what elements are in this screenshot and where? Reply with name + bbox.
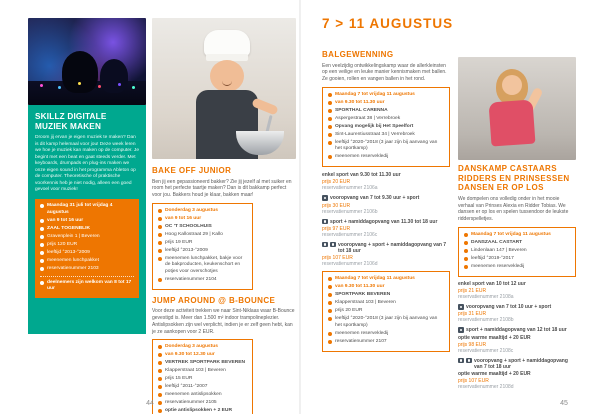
location-pin-icon (328, 117, 332, 121)
sportpark-info-box (322, 271, 450, 351)
detail-date: Donderdag 3 augustus (158, 208, 247, 214)
detail-address: Gravenplein 1 | Beveren (40, 234, 134, 241)
price-entry: enkel sport van 9.30 tot 11.30 uur prijs 20 EUR reservatienummer 2106a (322, 172, 401, 192)
location-pin-icon (328, 109, 332, 113)
skillz-panel (28, 105, 146, 334)
detail-date: Maandag 7 tot vrijdag 11 augustus (328, 276, 444, 282)
calendar-icon (40, 204, 44, 208)
reservation-icon (158, 278, 162, 282)
detail-time: van 9.30 tot 12.30 uur (158, 352, 247, 358)
detail-age: leeftijd °2020-°2018 (3 jaar zijn bij aanvang van het sportkamp) (328, 140, 444, 153)
location-pin-icon (40, 227, 44, 231)
moon-icon (330, 242, 336, 248)
detail-address: Klapperstraat 103 | Beveren (158, 368, 247, 374)
skillz-title: SKILLZ DIGITALE MUZIEK MAKEN (35, 112, 107, 131)
skillz-info-box (35, 199, 139, 298)
detail-price: prijs 120 EUR (40, 242, 134, 249)
detail-reservation: reservatienummer 2107 (328, 339, 444, 345)
age-icon (158, 385, 162, 389)
bake-off-title: BAKE OFF JUNIOR (152, 166, 232, 175)
euro-icon (328, 309, 332, 313)
child-silhouette (100, 59, 128, 93)
age-icon (40, 251, 44, 255)
location-pin-icon (158, 361, 162, 365)
danskamp-info-box (458, 227, 576, 277)
danskamp-body: We dompelen ons volledig onder in het mooie verhaal van Prinses Alexia en Ridder Tobias. We dansen er op los en spelen tussendoor de leukste ridderspelletjes. (458, 195, 569, 223)
detail-address: Lindenlaan 147 | Beveren (464, 248, 570, 254)
detail-date: Maandag 7 tot vrijdag 11 augustus (464, 232, 570, 238)
bake-off-body: Ben jij een gepassioneerd bakker? Zie jij jezelf al met suiker en room het perfecte taartje maken? Dan is dit bakkamp perfect voor jou. Bakkers houd je klaar, bakken maar! (152, 178, 292, 199)
price-entry: enkel sport van 10 tot 12 uur prijs 21 EUR reservatienummer 2108a (458, 280, 526, 301)
clock-icon (158, 217, 162, 221)
location-pin-icon (40, 235, 44, 239)
detail-bring: meenemen reservekledij (328, 331, 444, 337)
detail-date: Maandag 7 tot vrijdag 11 augustus (328, 92, 444, 98)
photo-danskamp (458, 57, 576, 160)
backpack-icon (464, 265, 468, 269)
clock-icon (328, 285, 332, 289)
location-pin-icon (158, 369, 162, 373)
clock-icon (328, 101, 332, 105)
reservation-icon (328, 340, 332, 344)
location-pin-icon (158, 233, 162, 237)
location-pin-icon (158, 225, 162, 229)
reservation-icon (40, 267, 44, 271)
photo-bake-off (152, 18, 296, 159)
detail-note: Opvang mogelijk bij Het Speelfort (328, 124, 444, 130)
location-pin-icon (328, 293, 332, 297)
euro-icon (158, 377, 162, 381)
child-face (502, 75, 522, 95)
price-entry: sport + namiddagopvang van 11.30 tot 18 uur prijs 97 EUR reservatienummer 2106c (322, 218, 438, 238)
moon-icon (458, 327, 464, 333)
detail-address: Aspergestraat 38 | Verrebroek (328, 116, 444, 122)
pink-shirt (489, 100, 536, 147)
clock-icon (158, 353, 162, 357)
child-face (210, 60, 244, 92)
detail-bring: meenemen antislipsokken (158, 392, 247, 398)
mixer-lights (40, 84, 43, 87)
detail-price: prijs 19 EUR (158, 240, 247, 246)
bake-off-info-box (152, 203, 253, 290)
detail-age: leeftijd °2013-°2009 (40, 250, 134, 257)
jump-around-body: Voor deze activiteit trekken we naar Sint-Niklaas waar B-Bounce gevestigd is. Meer dan 1.500 m² indoor trampolineplezier. Antislipsokken zijn wel verplicht, indien je er zelf geen hebt, kan je ze aankopen voor 2 EUR. (152, 308, 295, 335)
backpack-icon (40, 259, 44, 263)
detail-age: leeftijd °2020-°2018 (3 jaar zijn bij aanvang van het sportkamp) (328, 316, 444, 329)
detail-time: van 9 tot 16 uur (158, 216, 247, 222)
detail-option: optie antislipsokken + 2 EUR (158, 408, 247, 414)
sun-icon (322, 242, 328, 248)
week-header: 7 > 11 AUGUSTUS (322, 16, 454, 31)
location-pin-icon (328, 133, 332, 137)
age-icon (464, 257, 468, 261)
detail-venue: SPORTPARK BEVEREN (328, 292, 444, 298)
balgewenning-body: Een veelzijdig ontwikkelingskamp waar de allerkleinsten op een veilige en leuke manier kennismaken met ballen. Ze gooien, rollen en vangen ballen in het rond. (322, 62, 447, 83)
detail-time: van 9 tot 16 uur (40, 218, 134, 225)
left-middle-column (152, 159, 296, 414)
sun-icon (322, 195, 328, 201)
detail-venue: VERTREK SPORTPARK BEVEREN (158, 360, 247, 366)
moon-icon (322, 219, 328, 225)
balgewenning-title: BALGEWENNING (322, 50, 394, 59)
detail-venue: ZAAL TOGENBLIK (40, 226, 134, 233)
detail-reservation: reservatienummer 2103 (40, 266, 134, 273)
child-silhouette (62, 51, 98, 93)
detail-bring: meenemen reservekledij (464, 264, 570, 270)
detail-date: Donderdag 3 augustus (158, 344, 247, 350)
age-icon (328, 141, 332, 145)
price-entry: vooropvang van 7 tot 9.30 uur + sport prijs 30 EUR reservatienummer 2106b (322, 195, 420, 215)
moon-icon (466, 358, 472, 364)
detail-price: prijs 20 EUR (328, 308, 444, 314)
backpack-icon (328, 332, 332, 336)
calendar-icon (158, 209, 162, 213)
chef-hat (204, 30, 250, 56)
detail-reservation: reservatienummer 2104 (158, 277, 247, 283)
backpack-icon (328, 155, 332, 159)
page-number-right: 45 (560, 400, 568, 407)
balgewenning-info-box (322, 87, 450, 167)
detail-address: Klapperstraat 103 | Beveren (328, 300, 444, 306)
sun-icon (458, 304, 464, 310)
info-icon (158, 409, 162, 413)
clock-icon (40, 219, 44, 223)
danskamp-title: DANSKAMP CASTAARS RIDDERS EN PRINSESSEN DANSEN ER OP LOS (458, 164, 570, 193)
detail-reservation: reservatienummer 2105 (158, 400, 247, 406)
detail-venue: OC 'T SCHOOLHUIS (158, 224, 247, 230)
price-entry: vooropvang + sport + namiddagopvang van 7 tot 18 uur optie warme maaltijd + 20 EUR prijs 107 EUR reservatienummer 2108d (458, 357, 568, 391)
backpack-icon (158, 257, 162, 261)
detail-venue: DANSZAAL CASTART (464, 240, 570, 246)
calendar-icon (328, 277, 332, 281)
right-side-column (458, 164, 576, 394)
page-number-left: 44 (146, 400, 154, 407)
photo-music-camp (28, 18, 146, 105)
detail-bring: meenemen lunchpakket, bakje voor de bakproducten, keukenschort en potjes voor overschotjes (158, 256, 247, 275)
age-icon (328, 317, 332, 321)
detail-welcome: deelnemers zijn welkom van 8 tot 17 uur (40, 276, 134, 293)
euro-icon (40, 243, 44, 247)
detail-age: leeftijd °2011-°2007 (158, 384, 247, 390)
detail-age: leeftijd °2013-°2009 (158, 248, 247, 254)
welcome-icon (40, 281, 44, 285)
detail-note-address: Sint-Laurentiusstraat 34 | Verrebroek (328, 132, 444, 138)
detail-time: van 9.30 tot 11.30 uur (328, 100, 444, 106)
calendar-icon (464, 233, 468, 237)
detail-age: leeftijd °2019-°2017 (464, 256, 570, 262)
page-fold-divider (299, 0, 301, 414)
location-pin-icon (464, 241, 468, 245)
calendar-icon (158, 345, 162, 349)
detail-address: Hoog Kallostraat 29 | Kallo (158, 232, 247, 238)
detail-time: van 9.30 tot 11.30 uur (328, 284, 444, 290)
price-entry: sport + namiddagopvang van 12 tot 18 uur optie warme maaltijd + 20 EUR prijs 98 EUR reservatienummer 2108c (458, 327, 567, 354)
info-icon (328, 125, 332, 129)
detail-venue: SPORTHAL CARENNA (328, 108, 444, 114)
sun-icon (458, 358, 464, 364)
location-pin-icon (328, 301, 332, 305)
jump-around-title: JUMP AROUND @ B-BOUNCE (152, 295, 276, 305)
euro-icon (158, 241, 162, 245)
price-entry: vooropvang van 7 tot 10 uur + sport prijs 31 EUR reservatienummer 2108b (458, 304, 552, 324)
calendar-icon (328, 93, 332, 97)
age-icon (158, 249, 162, 253)
detail-bring: meenemen lunchpakket (40, 258, 134, 265)
backpack-icon (158, 393, 162, 397)
price-entry: vooropvang + sport + namiddagopvang van 7 tot 18 uur prijs 107 EUR reservatienummer 2106d (322, 241, 447, 268)
skillz-body: Droom jij ervan je eigen muziek te maken? Dan is dit kamp helemaal voor jou! Deze week leren we hoe je muziek kan maken op de computer. Je begint met een beat en gaat steeds verder. Met keyboards, drumpads en plug-ins maken we onze eigen sound in het programma Ableton op de computer. Theoretische of praktische voorkennis heb je niet nodig, alleen een goed gevoel voor muziek! (35, 135, 139, 193)
detail-price: prijs 15 EUR (158, 376, 247, 382)
location-pin-icon (464, 249, 468, 253)
detail-bring: meenemen reservekledij (328, 154, 444, 160)
right-main-column (322, 50, 450, 357)
detail-date: Maandag 31 juli tot vrijdag 4 augustus (40, 203, 134, 216)
